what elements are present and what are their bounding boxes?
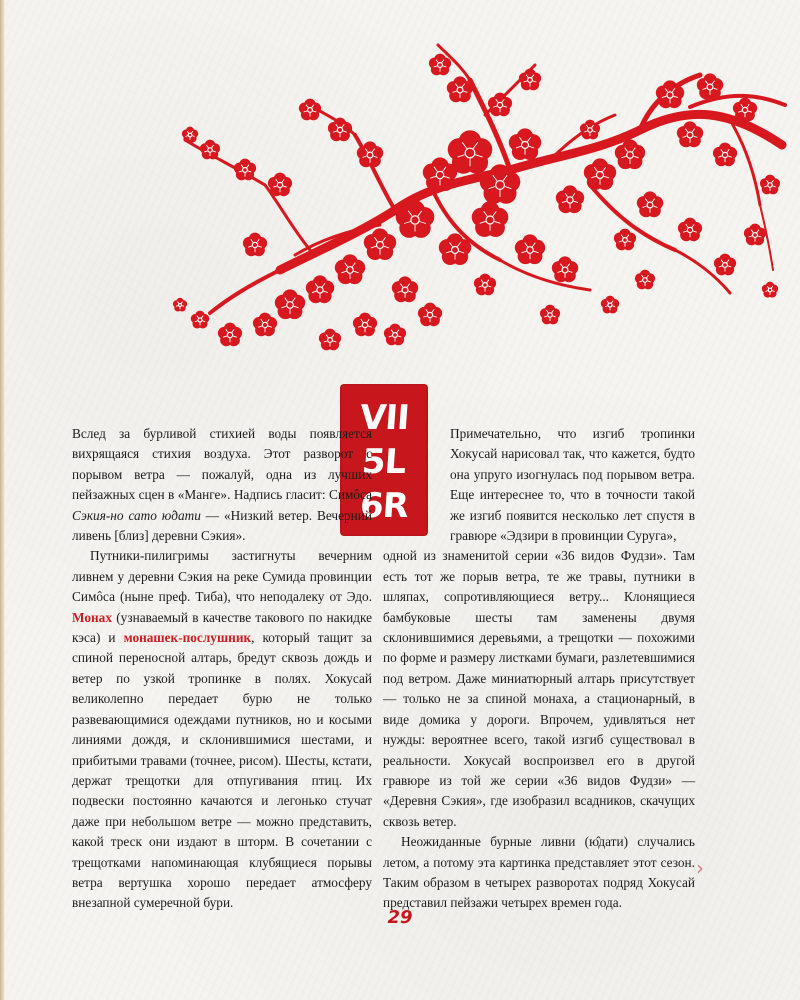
highlight-novice: монашек-послушник xyxy=(123,630,252,646)
seal-line-2: 5L xyxy=(360,442,408,482)
blossom-flower xyxy=(552,256,578,282)
right-paragraph-1 xyxy=(383,424,695,832)
left-paragraph-1 xyxy=(72,424,372,546)
blossom-flower xyxy=(353,313,377,337)
left-paragraph-2 xyxy=(72,546,372,913)
right-paragraph-2: Неожиданные бурные ливни (ю̂дати) случались летом, а потому эта картинка представляет этот сезон. Таким образом в четырех разворотах подряд Хокусай представил пейзажи четырех времен года. xyxy=(383,834,695,911)
blossom-flower xyxy=(384,324,406,346)
blossom-flower xyxy=(760,175,780,195)
blossom-flower xyxy=(328,118,352,142)
blossom-flower xyxy=(306,275,334,303)
left-text-column xyxy=(72,424,372,914)
right-paragraph-1-top: Примечательно, что изгиб тропинки Хокусай нарисовал так, что кажется, будто она упруго изогнулась под порывом ветра. Еще интереснее то, что в точности такой же изгиб появится несколько лет спустя в гравюре «Эдзири в провинции Суруга», xyxy=(450,426,695,544)
branch-stroke xyxy=(185,140,265,185)
text-run: — «Низкий ветер. Вечерний ливень [близ] деревни Сэкия». xyxy=(72,507,373,544)
blossom-flower xyxy=(584,158,616,190)
blossom-flower xyxy=(191,311,209,329)
text-run: Путники-пилигримы застигнуты вечерним ливнем у деревни Сэкия на реке Сумида провинции Симôса (ныне преф. Тиба), что неподалеку от Эдо. xyxy=(72,548,372,605)
blossom-flower xyxy=(515,234,545,264)
blossom-flower xyxy=(744,224,766,246)
blossom-flower xyxy=(614,229,636,251)
blossom-flower xyxy=(299,99,321,121)
blossom-flower xyxy=(678,218,702,242)
blossom-flower xyxy=(275,289,305,319)
branch-stroke xyxy=(210,270,280,313)
blossom-flower xyxy=(540,305,560,325)
blossom-flower xyxy=(234,159,256,181)
blossom-flower xyxy=(519,69,541,91)
right-text-column xyxy=(383,424,695,914)
blossom-flower xyxy=(762,282,778,298)
blossom-flower xyxy=(173,298,187,312)
blossom-flower xyxy=(418,303,442,327)
text-run: (узнаваемый в качестве такового по накидке кэса) и xyxy=(72,609,372,646)
blossom-flower xyxy=(714,254,736,276)
seal-line-1: VII xyxy=(358,398,410,438)
blossom-flower xyxy=(200,140,220,160)
blossom-flower xyxy=(601,296,619,314)
chevron-right-icon[interactable]: › xyxy=(696,856,704,880)
blossom-flower xyxy=(474,274,496,296)
blossom-flower xyxy=(635,270,655,290)
italic-inscription: Сэкия-но сато ю̂дати xyxy=(72,507,201,523)
blossom-flower xyxy=(243,233,267,257)
right-paragraph-1-rest: одной из знаменитой серии «36 видов Фудзи». Там есть тот же порыв ветра, те же травы, путники в шляпах, сопротивляющиеся ветру... Клонящиеся бамбуковые шесты там заменены двумя склонившимися деревьями, а трещотки — похожими по форме и размеру листками бумаги, разлетевшимися под ветром. Даже миниатюрный алтарь присутствует — только не за спиной монаха, а стационарный, в виде домика у дороги. Впрочем, удивляться нет нужды: вероятнее всего, такой изгиб существовал в реальности. Хокусай воспроизвел его в другой гравюре из той же серии «36 видов Фудзи» — «Деревня Сэкия», где изобразил всадников, скачущих сквозь ветер. xyxy=(383,548,695,829)
blossom-flower xyxy=(509,128,541,160)
blossom-flower xyxy=(429,54,451,76)
blossom-flower xyxy=(556,185,584,213)
blossom-flower xyxy=(218,323,242,347)
seal-line-3: 6R xyxy=(358,486,410,526)
blossom-flower xyxy=(268,173,292,197)
blossom-flower xyxy=(182,127,198,143)
blossom-flower xyxy=(733,98,757,122)
text-run: , который тащит за спиной переносной алтарь, бредут сквозь дождь и ветер по узкой тропинке в полях. Хокусай великолепно передает бурю не только развевающимися одеждами путников, но и косыми линиями дождя, и склонившимися шестами, и прибитыми травами (точнее, рисом). Шесты, кстати, держат трещотки для отпугивания птиц. Их подвески постоянно качаются и легонько стучат даже при небольшом ветре — можно представить, какой треск они издают в шторм. В сочетании с трещотками напоминающая клубящиеся порывы ветра вертушка хорошо передает атмосферу внезапной сумеречной бури. xyxy=(72,630,372,911)
blossom-flower xyxy=(364,228,396,260)
blossom-flower xyxy=(392,276,418,302)
cherry-blossom-branch-illustration xyxy=(170,35,790,380)
page-edge-shadow xyxy=(0,0,5,1000)
highlight-monk: Монах xyxy=(72,609,112,625)
blossom-flower xyxy=(472,201,509,237)
blossom-flower xyxy=(488,93,512,117)
blossom-flower xyxy=(677,121,703,147)
text-run: Вслед за бурливой стихией воды появляется вихрящаяся стихия воздуха. Этот разворот с порывом ветра — пожалуй, одна из лучших пейзажных сцен в «Манге». Надпись гласит: Симôса xyxy=(72,426,372,503)
blossom-flower xyxy=(253,313,277,337)
blossom-flower xyxy=(335,254,365,284)
blossom-flower xyxy=(713,143,737,167)
blossom-flower xyxy=(637,191,663,217)
blossom-flower xyxy=(319,329,341,351)
page-number: 29 xyxy=(387,907,413,928)
